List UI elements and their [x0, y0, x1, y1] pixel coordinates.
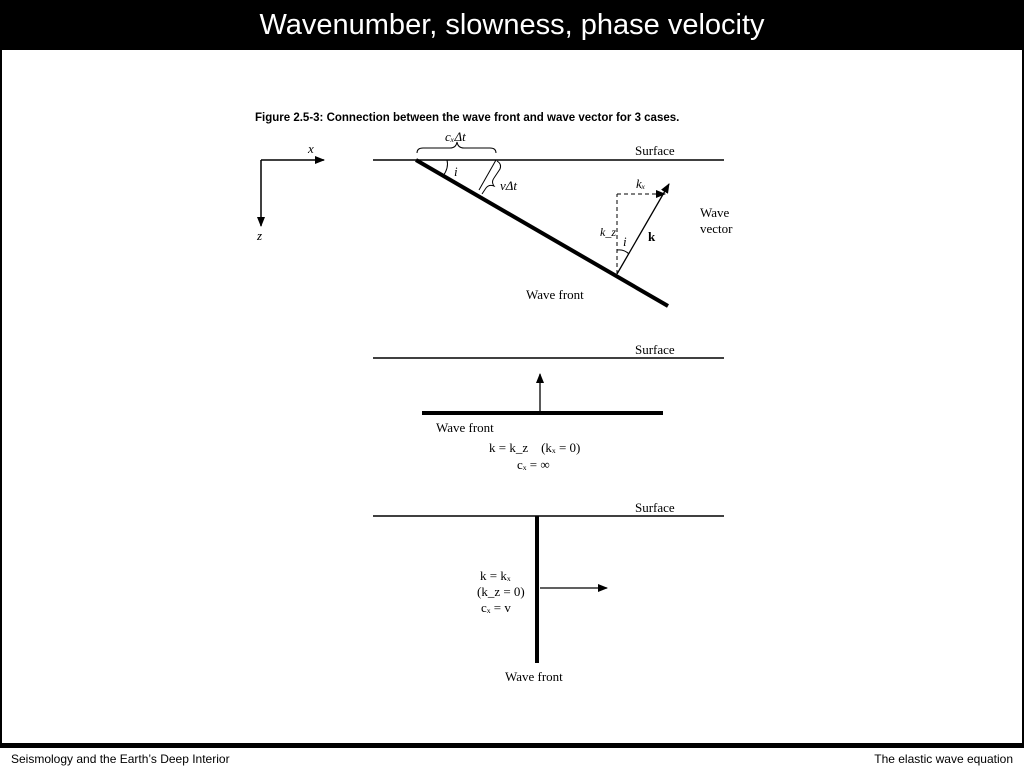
- k-label: k: [648, 229, 656, 244]
- angle-arc-2: [617, 250, 629, 254]
- wave-front-label-2: Wave front: [436, 420, 494, 435]
- case-2-equation-1: k = k_z (kₓ = 0): [489, 440, 581, 455]
- angle-arc-1: [443, 160, 448, 176]
- case-2-horizontal: [373, 342, 724, 472]
- v-dt-label: vΔt: [500, 178, 518, 193]
- footer-right-text: The elastic wave equation: [874, 752, 1013, 766]
- surface-label-3: Surface: [635, 500, 675, 515]
- wave-front-line-1: [416, 160, 668, 306]
- kz-label: k_z: [600, 225, 616, 239]
- case-3-equation-3: cₓ = v: [481, 600, 511, 615]
- cx-dt-label: cₓΔt: [445, 129, 466, 144]
- wave-vector-label-line2: vector: [700, 221, 733, 236]
- footer-left-text: Seismology and the Earth’s Deep Interior: [11, 752, 230, 766]
- wave-vector-label-line1: Wave: [700, 205, 730, 220]
- surface-label-2: Surface: [635, 342, 675, 357]
- z-axis-label: z: [257, 228, 263, 243]
- slide-title: Wavenumber, slowness, phase velocity: [259, 8, 765, 41]
- v-dt-brace: [482, 161, 501, 194]
- angle-i-label-1: i: [454, 164, 458, 179]
- case-3-equation-2: (k_z = 0): [477, 584, 525, 599]
- wave-vector-k-arrow: [617, 184, 669, 274]
- kx-label: kₓ: [636, 176, 646, 191]
- case-2-equation-2: cₓ = ∞: [517, 457, 550, 472]
- case-3-vertical: [373, 500, 724, 684]
- slide-footer: [0, 746, 1024, 768]
- wave-front-label-3: Wave front: [505, 669, 563, 684]
- case-1-inclined: [373, 129, 733, 306]
- case-3-equation-1: k = kₓ: [480, 568, 511, 583]
- figure-caption: Figure 2.5-3: Connection between the wave front and wave vector for 3 cases.: [255, 112, 680, 124]
- wave-front-label-1: Wave front: [526, 287, 584, 302]
- surface-label-1: Surface: [635, 143, 675, 158]
- axes-indicator: [256, 141, 324, 243]
- x-axis-label: x: [308, 141, 314, 156]
- angle-i-label-2: i: [623, 234, 627, 249]
